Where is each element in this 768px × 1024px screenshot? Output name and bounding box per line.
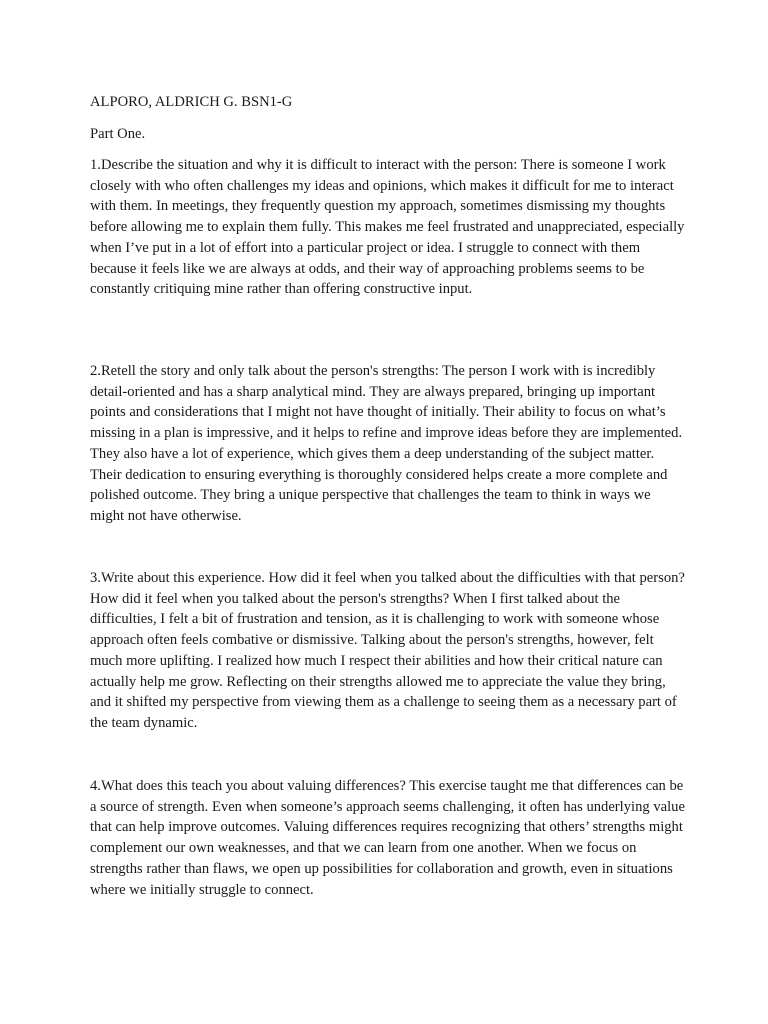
part-title: Part One. (90, 126, 146, 142)
answer-3-paragraph: 3.Write about this experience. How did it feel when you talked about the difficulties with that person? How did it feel when you talked about the person's strengths? When I first talked about the difficulties, I felt a bit of frustration and tension, as it is challenging to work with someone whose approach often feels combative or dismissive. Talking about the person's strengths, however, felt much more uplifting. I realized how much I respect their abilities and how their critical nature can actually help me grow. Reflecting on their strengths allowed me to appreciate the value they bring, and it shifted my perspective from viewing them as a challenge to seeing them as a necessary part of the team dynamic. (90, 570, 685, 731)
student-header: ALPORO, ALDRICH G. BSN1-G (90, 94, 293, 110)
answer-4-paragraph: 4.What does this teach you about valuing differences? This exercise taught me that differences can be a source of strength. Even when someone’s approach seems challenging, it often has underlying value that can help improve outcomes. Valuing differences requires recognizing that others’ strengths might complement our own weaknesses, and that we can learn from one another. When we focus on strengths rather than flaws, we open up possibilities for collaboration and growth, even in situations where we initially struggle to connect. (90, 778, 685, 898)
answer-1-paragraph: 1.Describe the situation and why it is difficult to interact with the person: There is someone I work closely with who often challenges my ideas and opinions, which makes it difficult for me to interact with them. In meetings, they frequently question my approach, sometimes dismissing my thoughts before allowing me to explain them fully. This makes me feel frustrated and unappreciated, especially when I’ve put in a lot of effort into a particular project or idea. I struggle to connect with them because it feels like we are always at odds, and their way of approaching problems seems to be constantly critiquing mine rather than offering constructive input. (90, 157, 685, 298)
answer-2-paragraph: 2.Retell the story and only talk about the person's strengths: The person I work with is incredibly detail-oriented and has a sharp analytical mind. They are always prepared, bringing up important points and considerations that I might not have thought of initially. Their ability to focus on what’s missing in a plan is impressive, and it helps to refine and improve ideas before they are implemented. They also have a lot of experience, which gives them a deep understanding of the subject matter. Their dedication to ensuring everything is thoroughly considered helps create a more complete and polished outcome. They bring a unique perspective that challenges the team to think in ways we might not have otherwise. (90, 363, 683, 524)
